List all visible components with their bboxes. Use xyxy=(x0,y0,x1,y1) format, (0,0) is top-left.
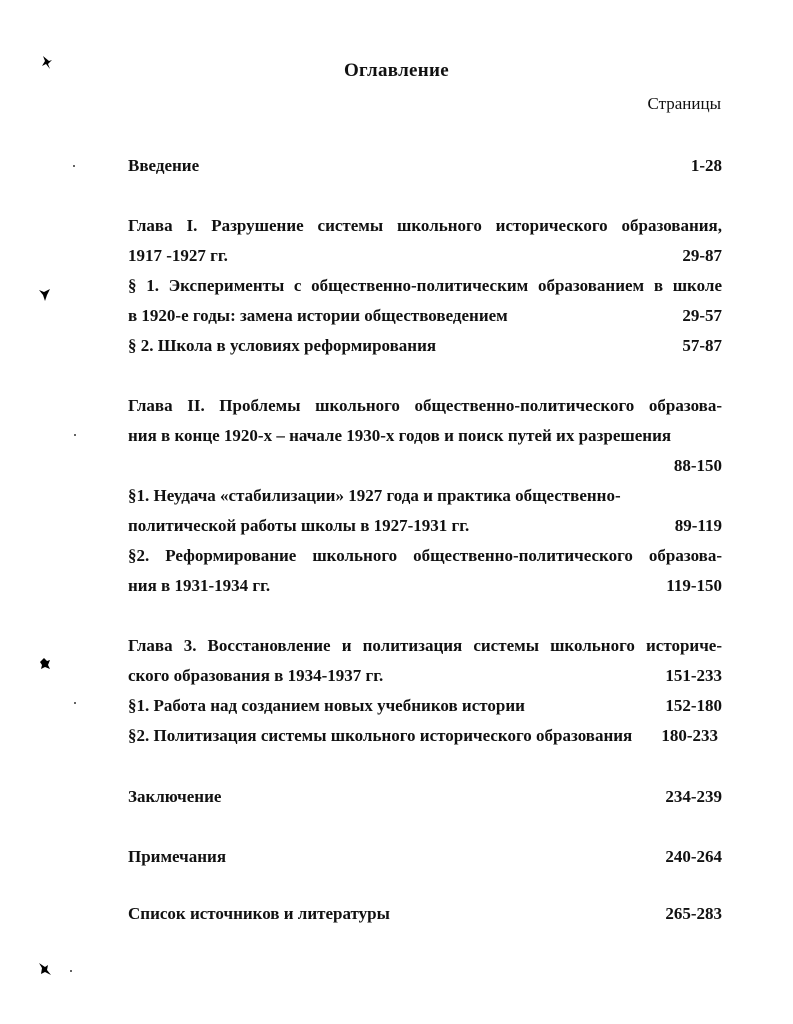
toc-entry-chapter-3-line-2 xyxy=(128,666,722,696)
scan-speck-icon xyxy=(38,657,52,671)
toc-entry-ch2-section-2-line-2 xyxy=(128,576,722,606)
toc-entry-ch2-section-1-line-2 xyxy=(128,516,722,546)
toc-entry-ch1-section-2 xyxy=(128,336,722,366)
toc-entry-pages: 88-150 xyxy=(673,456,722,475)
toc-entry-text: Глава I. Разрушение системы школьного исторического образования, xyxy=(128,216,722,235)
toc-entry-text: ния в 1931-1934 гг. xyxy=(128,576,271,595)
toc-entry-ch3-section-1 xyxy=(128,696,722,726)
toc-entry-chapter-1-line-1 xyxy=(128,216,722,246)
toc-entry-ch3-section-2 xyxy=(128,726,722,756)
toc-entry-text: Заключение xyxy=(128,787,222,806)
scan-speck-icon xyxy=(40,54,54,70)
toc-entry-conclusion xyxy=(128,787,722,817)
toc-entry-ch2-section-1-line-1 xyxy=(128,486,722,516)
toc-entry-ch2-section-2-line-1 xyxy=(128,546,722,576)
toc-entry-pages: 240-264 xyxy=(665,847,722,866)
scan-dot xyxy=(70,970,72,972)
toc-entry-chapter-2-pages xyxy=(128,456,722,486)
scan-speck-icon xyxy=(38,962,52,976)
toc-entry-pages: 29-87 xyxy=(682,246,722,265)
toc-entry-text: § 2. Школа в условиях реформирования xyxy=(128,336,437,355)
toc-entry-pages: 265-283 xyxy=(665,904,722,923)
toc-entry-sources xyxy=(128,904,722,934)
toc-entry-notes xyxy=(128,847,722,877)
scan-dot xyxy=(73,165,75,167)
toc-entry-intro xyxy=(128,156,722,186)
toc-entry-chapter-1-line-2 xyxy=(128,246,722,276)
toc-entry-pages: 57-87 xyxy=(682,336,722,355)
toc-entry-chapter-2-line-1 xyxy=(128,396,722,426)
toc-entry-pages: 119-150 xyxy=(666,576,722,595)
scan-dot xyxy=(74,434,76,436)
toc-entry-ch1-section-1-line-1 xyxy=(128,276,722,306)
toc-entry-ch1-section-1-line-2 xyxy=(128,306,722,336)
scan-dot xyxy=(74,702,76,704)
toc-entry-chapter-3-line-1 xyxy=(128,636,722,666)
toc-entry-pages: 1-28 xyxy=(690,156,722,175)
toc-entry-text: 1917 -1927 гг. xyxy=(128,246,228,265)
toc-entry-pages: 234-239 xyxy=(665,787,722,806)
toc-entry-text: политической работы школы в 1927-1931 гг. xyxy=(128,516,470,535)
toc-entry-text: §1. Неудача «стабилизации» 1927 года и практика общественно- xyxy=(128,486,621,505)
toc-entry-text: Введение xyxy=(128,156,200,175)
toc-entry-text: Глава 3. Восстановление и политизация системы школьного историче- xyxy=(128,636,722,655)
toc-entry-text: в 1920-е годы: замена истории обществоведением xyxy=(128,306,508,325)
toc-entry-pages: 29-57 xyxy=(682,306,722,325)
toc-entry-text: §2. Политизация системы школьного исторического образования xyxy=(128,726,633,745)
toc-entry-text: Список источников и литературы xyxy=(128,904,390,923)
toc-entry-pages: 151-233 xyxy=(665,666,722,685)
toc-entry-text: §2. Реформирование школьного общественно-политического образова- xyxy=(128,546,722,565)
toc-entry-text: §1. Работа над созданием новых учебников истории xyxy=(128,696,525,715)
toc-entry-text: ния в конце 1920-х – начале 1930-х годов и поиск путей их разрешения xyxy=(128,426,672,445)
scan-speck-icon xyxy=(38,288,52,302)
pages-column-header: Страницы xyxy=(647,94,721,113)
page-title: Оглавление xyxy=(343,60,450,81)
toc-entry-chapter-2-line-2 xyxy=(128,426,722,456)
toc-entry-text: § 1. Эксперименты с общественно-политическим образованием в школе xyxy=(128,276,722,295)
toc-entry-text: Примечания xyxy=(128,847,227,866)
toc-entry-pages: 152-180 xyxy=(665,696,722,715)
toc-entry-pages: 180-233 xyxy=(661,726,718,745)
toc-entry-pages: 89-119 xyxy=(674,516,722,535)
toc-entry-text: Глава II. Проблемы школьного общественно-политического образова- xyxy=(128,396,722,415)
toc-entry-text: ского образования в 1934-1937 гг. xyxy=(128,666,384,685)
